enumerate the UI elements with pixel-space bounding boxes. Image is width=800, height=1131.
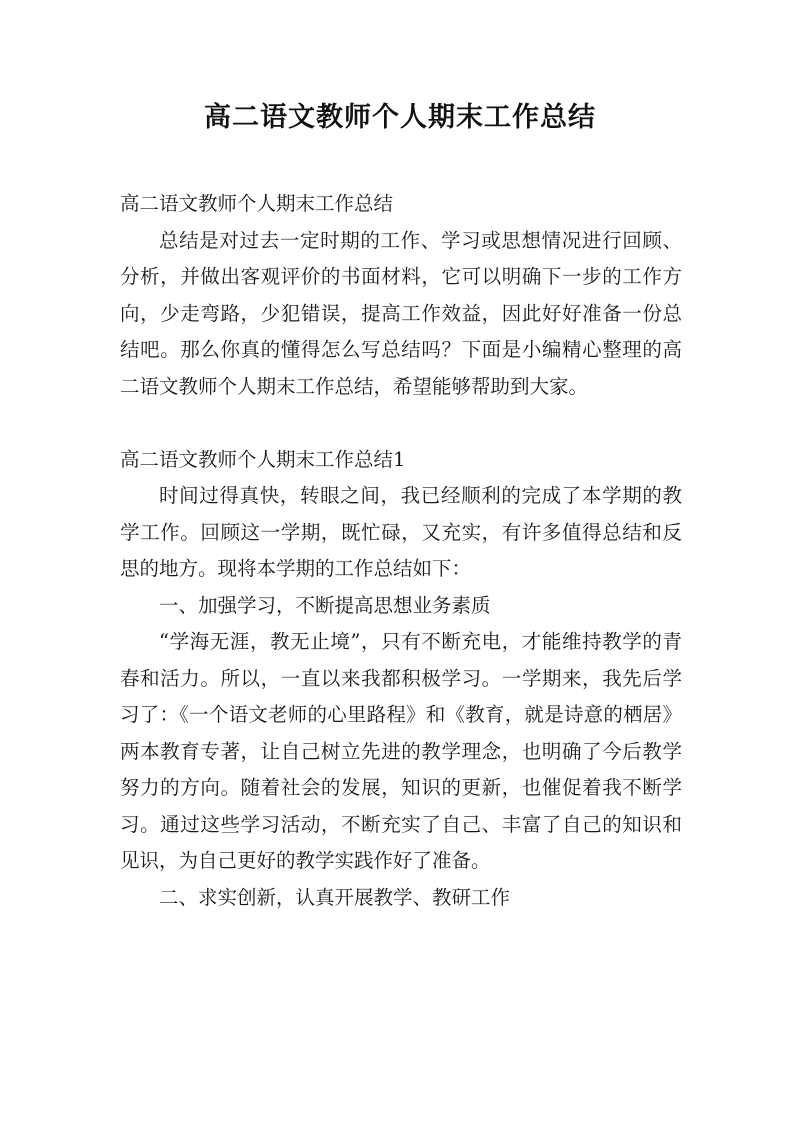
document-body — [120, 186, 682, 916]
document-title: 高二语文教师个人期末工作总结 — [204, 102, 596, 133]
section-heading-1: 高二语文教师个人期末工作总结1 — [120, 447, 406, 471]
subheading-1: 一、加强学习，不断提高思想业务素质 — [159, 593, 491, 617]
intro-paragraph: 总结是对过去一定时期的工作、学习或思想情况进行回顾、分析，并做出客观评价的书面材料，它可以明确下一步的工作方向，少走弯路，少犯错误，提高工作效益，因此好好准备一份总结吧。那么你真的懂得怎么写总结吗？下面是小编精心整理的高二语文教师个人期末工作总结，希望能够帮助到大家。 — [120, 228, 682, 398]
intro-heading: 高二语文教师个人期末工作总结 — [120, 192, 394, 215]
body-paragraph: “学海无涯，教无止境”，只有不断充电，才能维持教学的青春和活力。所以，一直以来我都积极学习。一学期来，我先后学习了：《一个语文老师的心里路程》和《教育，就是诗意的栖居》两本教育专著，让自己树立先进的教学理念，也明确了今后教学努力的方向。随着社会的发展，知识的更新，也催促着我不断学习。通过这些学习活动，不断充实了自己、丰富了自己的知识和见识，为自己更好的教学实践作好了准备。 — [120, 630, 682, 872]
paragraph-gap — [120, 405, 682, 442]
body-paragraph: 时间过得真快，转眼之间，我已经顺利的完成了本学期的教学工作。回顾这一学期，既忙碌，又充实，有许多值得总结和反思的地方。现将本学期的工作总结如下： — [120, 484, 682, 580]
subheading-2: 二、求实创新，认真开展教学、教研工作 — [159, 885, 511, 909]
